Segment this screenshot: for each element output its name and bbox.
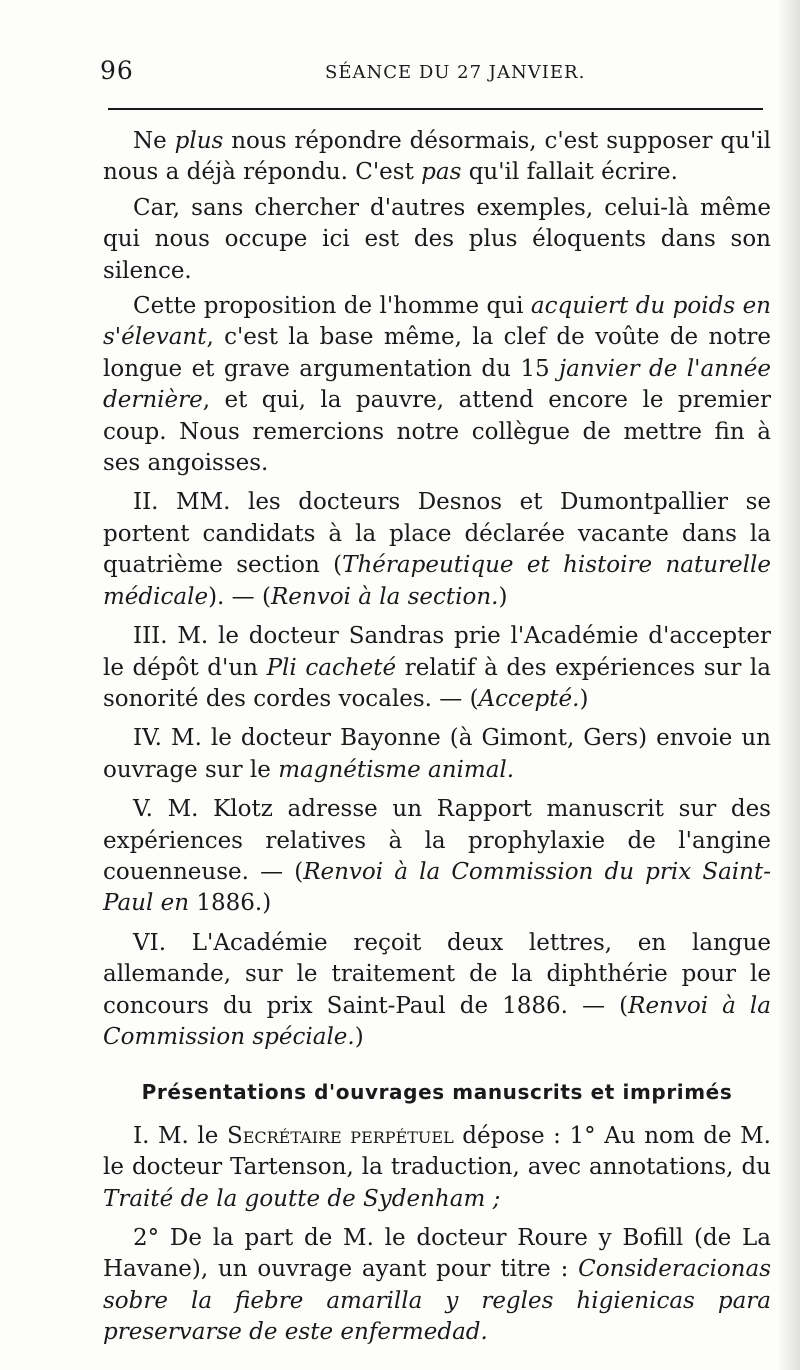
paragraph-1: Ne plus nous répondre désormais, c'est supposer qu'il nous a déjà répondu. C'est pas qu'il fallait écrire.	[103, 128, 771, 186]
section-paragraph-2: 2° De la part de M. le docteur Roure y Bofill (de La Havane), un ouvrage ayant pour titre : Consideracionas sobre la fiebre amarilla y regles higienicas para preservarse de este enfermedad.	[103, 1225, 771, 1346]
paragraph-2: Car, sans chercher d'autres exemples, celui-là même qui nous occupe ici est des plus éloquents dans son silence.	[103, 194, 771, 284]
section-heading: Présentations d'ouvrages manuscrits et imprimés	[141, 1080, 733, 1105]
paragraph-8: VI. L'Académie reçoit deux lettres, en langue allemande, sur le traitement de la diphthérie pour le concours du prix Saint-Paul de 1886. — (Renvoi à la Commission spéciale.)	[103, 929, 771, 1050]
body-text	[103, 126, 771, 1357]
paragraph-7: V. M. Klotz adresse un Rapport manuscrit sur des expériences relatives à la prophylaxie de l'angine couenneuse. — (Renvoi à la Commission du prix Saint-Paul en 1886.)	[103, 796, 771, 917]
paragraph-3: Cette proposition de l'homme qui acquiert du poids en s'élevant, c'est la base même, la clef de voûte de notre longue et grave argumentation du 15 janvier de l'année dernière, et qui, la pauvre, attend encore le premier coup. Nous remercions notre collègue de mettre fin à ses angoisses.	[103, 293, 771, 477]
paragraph-5: III. M. le docteur Sandras prie l'Académie d'accepter le dépôt d'un Pli cacheté relatif à des expériences sur la sonorité des cordes vocales. — (Accepté.)	[103, 623, 771, 712]
paragraph-4: II. MM. les docteurs Desnos et Dumontpallier se portent candidats à la place déclarée vacante dans la quatrième section (Thérapeutique et histoire naturelle médicale). — (Renvoi à la section.)	[103, 489, 771, 610]
header-rule	[108, 108, 763, 110]
page-shadow	[778, 0, 800, 1370]
page-number: 96	[100, 56, 134, 85]
paragraph-6: IV. M. le docteur Bayonne (à Gimont, Gers) envoie un ouvrage sur le magnétisme animal.	[103, 725, 771, 783]
running-head: SÉANCE DU 27 JANVIER.	[325, 62, 586, 83]
section-paragraph-1: I. M. le Secrétaire perpétuel dépose : 1° Au nom de M. le docteur Tartenson, la traduction, avec annotations, du Traité de la goutte de Sydenham ;	[103, 1122, 771, 1212]
page-header	[100, 56, 770, 88]
